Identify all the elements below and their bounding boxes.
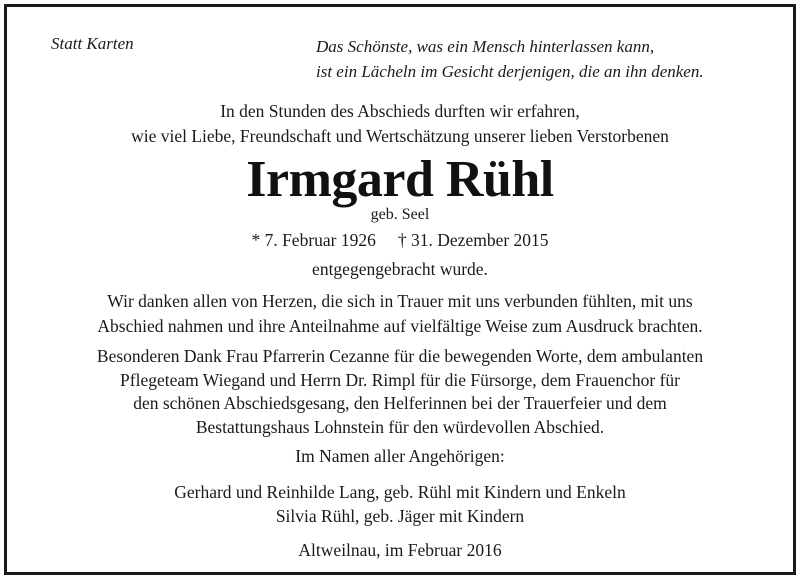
quote-line: Das Schönste, was ein Mensch hinterlassen kann, [316, 37, 655, 56]
family-line: Silvia Rühl, geb. Jäger mit Kindern [275, 506, 525, 526]
special-thanks-line: den schönen Abschiedsgesang, den Helferinnen bei der Trauerfeier und dem [133, 393, 667, 413]
special-thanks-line: Bestattungshaus Lohnstein für den würdevollen Abschied. [195, 416, 605, 437]
thanks-paragraph [7, 289, 793, 339]
on-behalf-text: Im Namen aller Angehörigen: [295, 446, 505, 466]
statt-karten-note: Statt Karten [51, 34, 134, 53]
thanks-line: Abschied nahmen und ihre Anteilnahme auf vielfältige Weise zum Ausdruck brachten. [97, 316, 703, 336]
deceased-name: Irmgard Rühl [246, 151, 554, 208]
death-date: † 31. Dezember 2015 [397, 230, 549, 250]
family-line: Gerhard und Reinhilde Lang, geb. Rühl mit Kindern und Enkeln [174, 482, 626, 502]
quote-line: ist ein Lächeln im Gesicht derjenigen, die an ihn denken. [316, 62, 704, 81]
continuation-text: entgegengebracht wurde. [312, 259, 488, 279]
intro-line: wie viel Liebe, Freundschaft und Wertschätzung unserer lieben Verstorbenen [131, 126, 669, 146]
obituary-card [4, 4, 796, 575]
intro-line: In den Stunden des Abschieds durften wir erfahren, [220, 101, 580, 121]
intro-text [7, 99, 793, 149]
special-thanks-line: Pflegeteam Wiegand und Herrn Dr. Rimpl für die Fürsorge, dem Frauenchor für [120, 369, 680, 390]
birth-date: * 7. Februar 1926 [251, 230, 376, 250]
special-thanks-line: Besonderen Dank Frau Pfarrerin Cezanne für die bewegenden Worte, dem ambulanten [96, 346, 704, 366]
family-signatures [7, 480, 793, 528]
birth-name: geb. Seel [370, 206, 430, 223]
special-thanks-paragraph [7, 345, 793, 439]
life-dates [7, 228, 793, 252]
place-and-date: Altweilnau, im Februar 2016 [298, 540, 502, 560]
thanks-line: Wir danken allen von Herzen, die sich in Trauer mit uns verbunden fühlten, mit uns [107, 291, 693, 311]
memorial-quote [316, 34, 704, 84]
